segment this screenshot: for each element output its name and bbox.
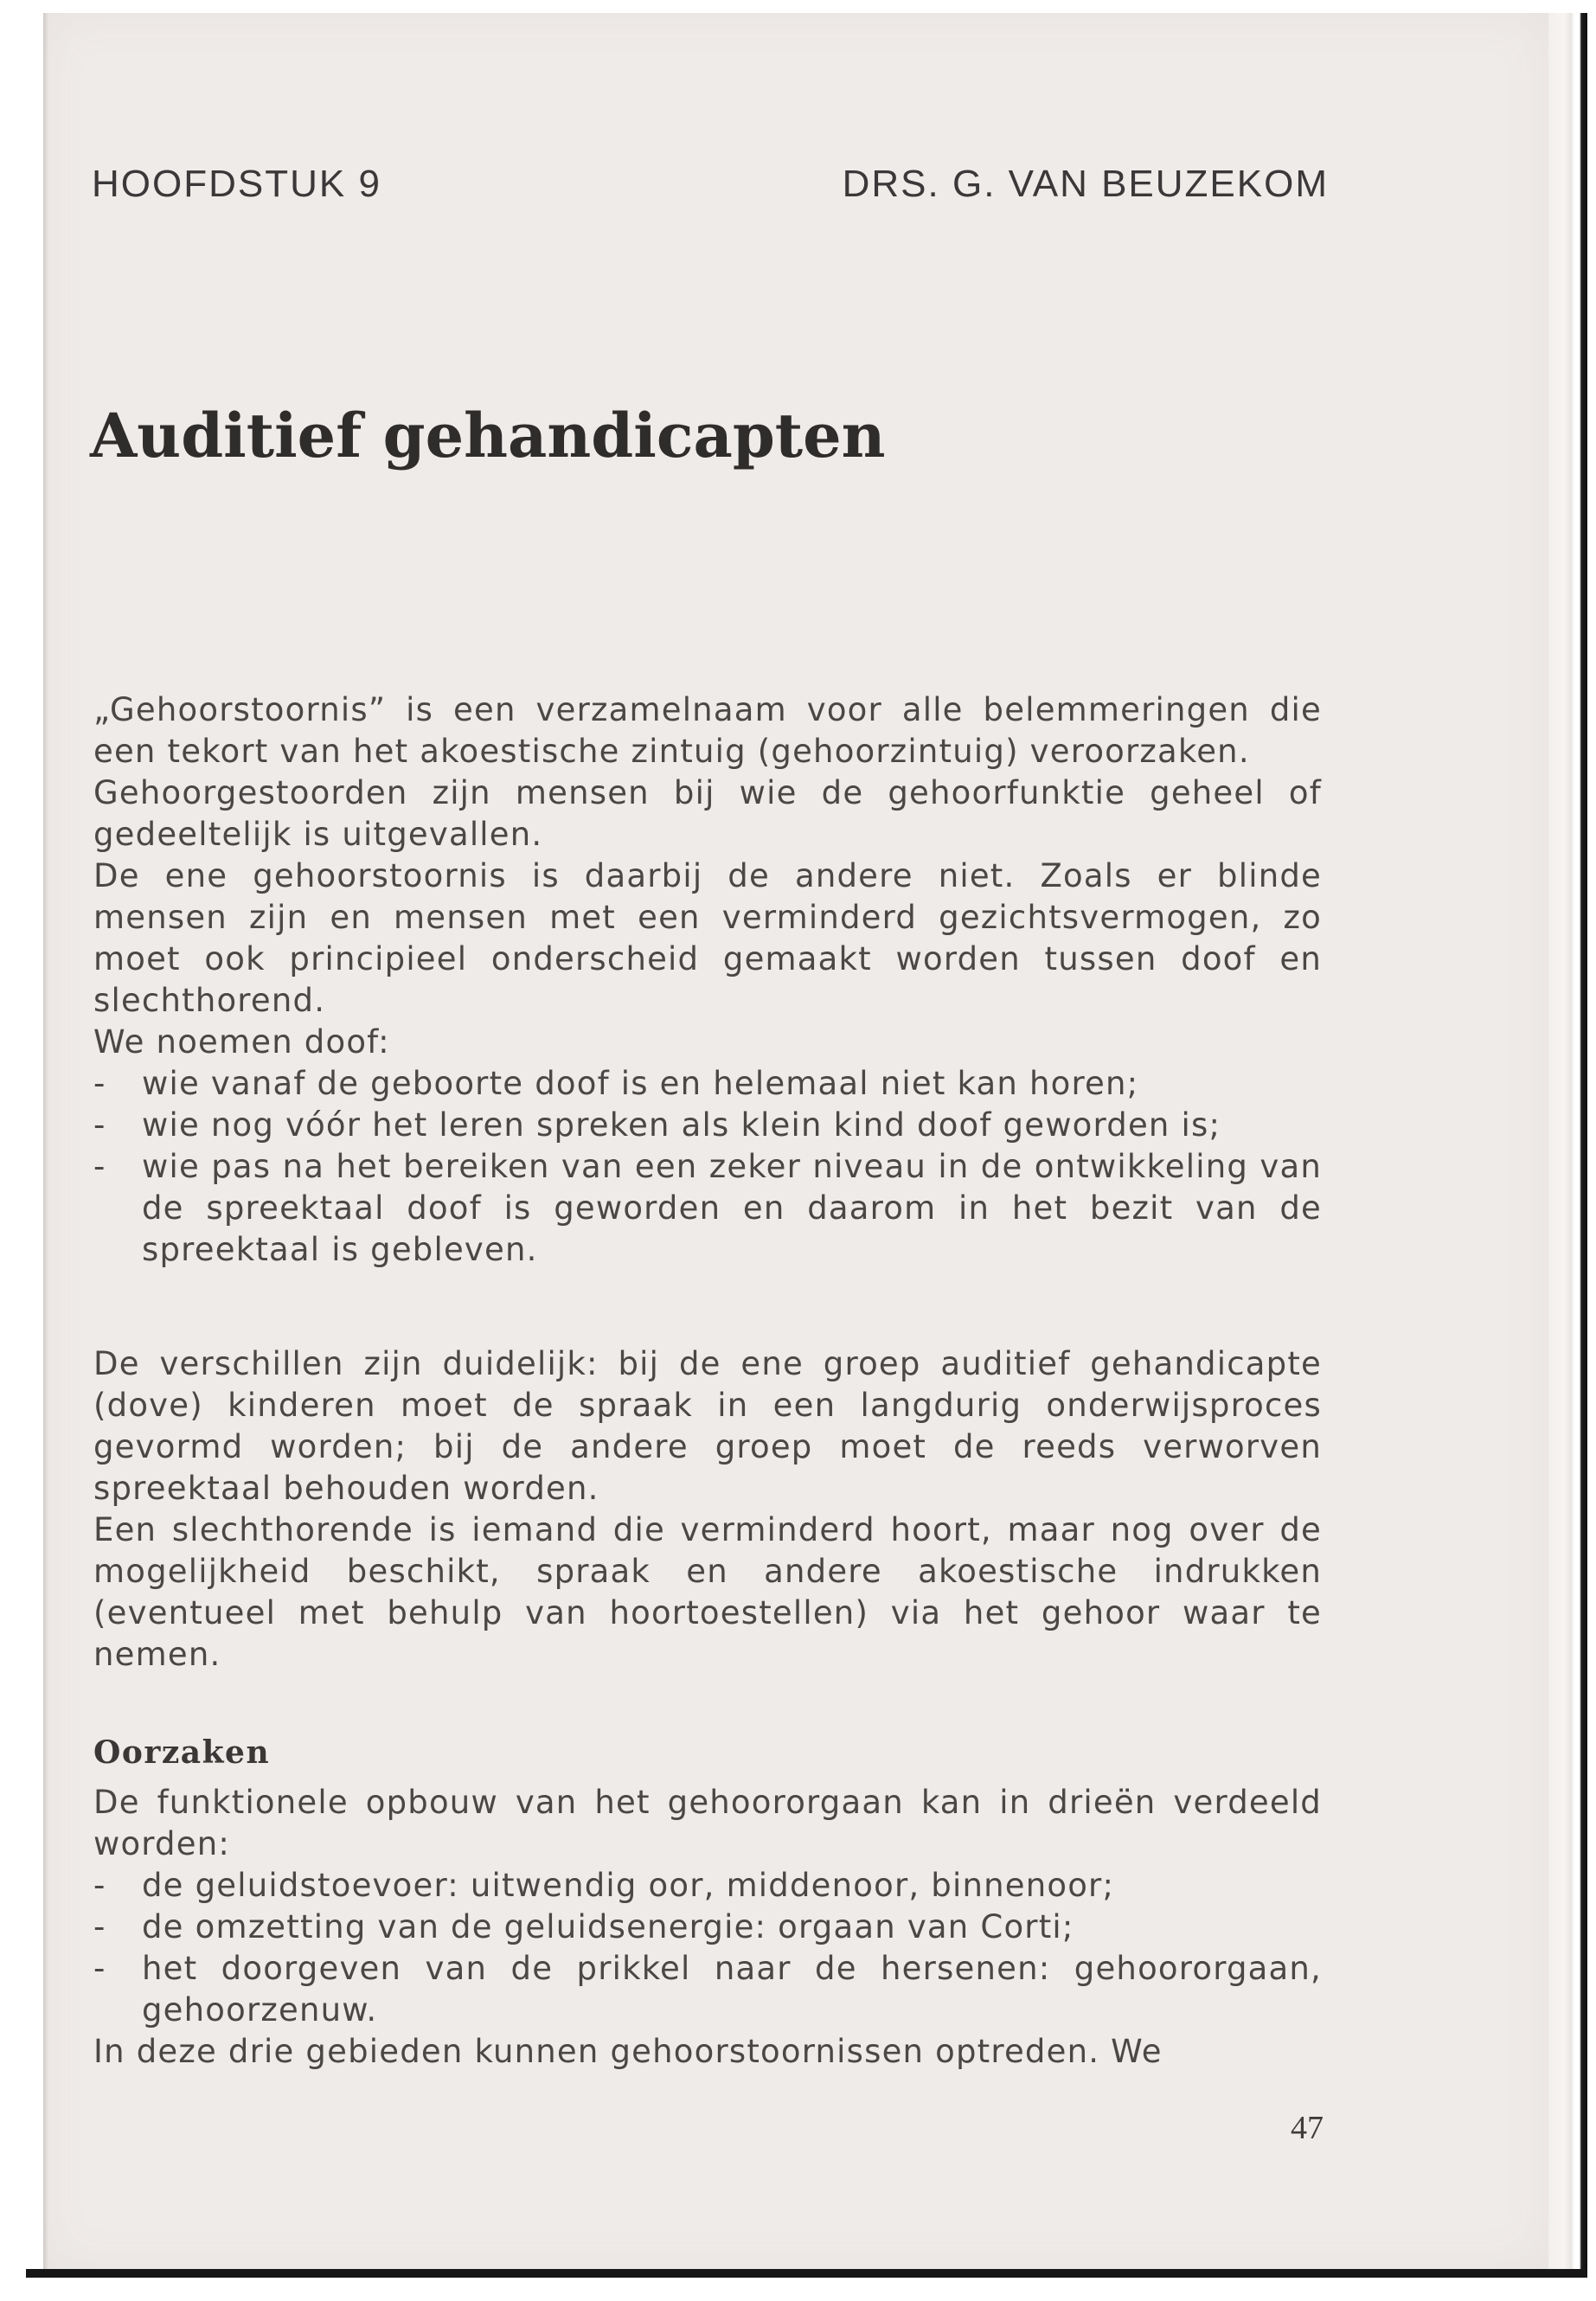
intro-section <box>93 689 1322 1271</box>
running-head <box>92 163 1329 206</box>
page-left-shadow <box>43 13 48 2269</box>
list-item: - wie pas na het bereiken van een zeker niveau in de ontwikkeling van de spreektaal doof is geworden en daarom in het bezit van de spreektaal is gebleven. <box>93 1146 1322 1271</box>
page-bottom-edge <box>26 2269 1587 2278</box>
list-item: - het doorgeven van de prikkel naar de hersenen: gehoororgaan, gehoorzenuw. <box>93 1948 1322 2031</box>
differences-section <box>93 1343 1322 1676</box>
intro-paragraph: Gehoorgestoorden zijn mensen bij wie de gehoorfunktie geheel of gedeeltelijk is uitgevallen. <box>93 774 1322 853</box>
section-heading-causes: Oorzaken <box>93 1734 271 1771</box>
differences-paragraph: Een slechthorende is iemand die verminderd hoort, maar nog over de mogelijkheid beschikt, spraak en andere akoestische indrukken (eventueel met behulp van hoortoestellen) via het gehoor waar te nemen. <box>93 1511 1322 1673</box>
list-item: - wie nog vóór het leren spreken als klein kind doof geworden is; <box>93 1105 1322 1146</box>
causes-section <box>93 1782 1322 2073</box>
causes-closing: In deze drie gebieden kunnen gehoorstoornissen optreden. We <box>93 2033 1163 2070</box>
list-item: - wie vanaf de geboorte doof is en helemaal niet kan horen; <box>93 1063 1322 1105</box>
page-number: 47 <box>1291 2110 1324 2146</box>
deaf-definition-list <box>93 1063 1322 1271</box>
intro-paragraph: „Gehoorstoornis” is een verzamelnaam voor alle belemmeringen die een tekort van het akoestische zintuig (gehoorzintuig) veroorzaken. <box>93 691 1322 770</box>
scan-bottom-margin <box>0 2278 1596 2301</box>
running-head-author: DRS. G. VAN BEUZEKOM <box>842 163 1329 205</box>
list-item: - de geluidstoevoer: uitwendig oor, middenoor, binnenoor; <box>93 1865 1322 1907</box>
causes-list <box>93 1865 1322 2031</box>
page-right-edge <box>1548 13 1587 2275</box>
running-head-chapter: HOOFDSTUK 9 <box>92 163 381 205</box>
causes-intro: De funktionele opbouw van het gehoororgaan kan in drieën verdeeld worden: <box>93 1784 1322 1862</box>
intro-paragraph: We noemen doof: <box>93 1023 390 1061</box>
intro-paragraph: De ene gehoorstoornis is daarbij de andere niet. Zoals er blinde mensen zijn en mensen met een verminderd gezichtsvermogen, zo moet ook principieel onderscheid gemaakt worden tussen doof en slechthorend. <box>93 857 1322 1019</box>
differences-paragraph: De verschillen zijn duidelijk: bij de ene groep auditief gehandicapte (dove) kinderen moet de spraak in een langdurig onderwijsproces gevormd worden; bij de andere groep moet de reeds verworven spreektaal behouden worden. <box>93 1345 1322 1507</box>
chapter-title: Auditief gehandicapten <box>90 400 886 471</box>
list-item: - de omzetting van de geluidsenergie: orgaan van Corti; <box>93 1907 1322 1948</box>
